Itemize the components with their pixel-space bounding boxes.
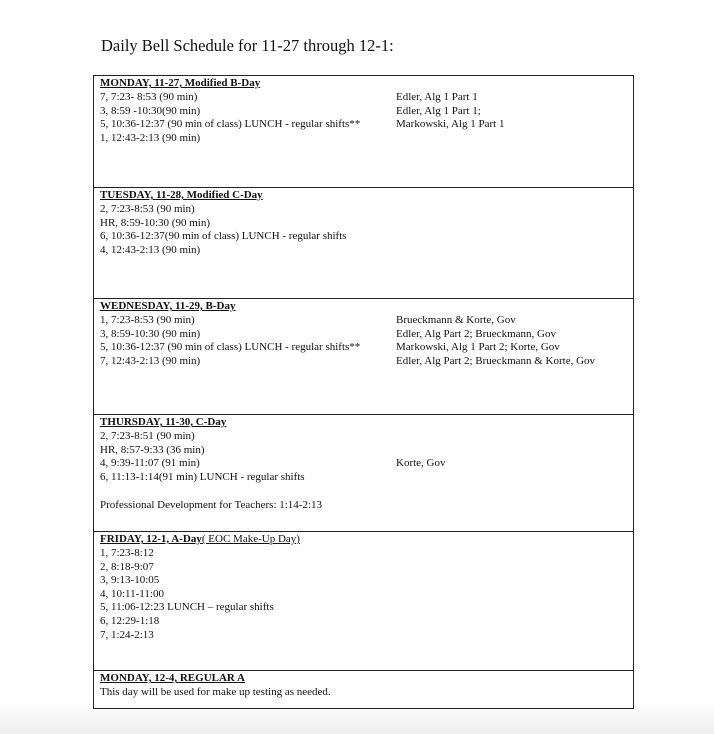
period-line: 7, 1:24-2:13: [100, 628, 154, 641]
period-line: 6, 10:36-12:37(90 min of class) LUNCH - regular shifts: [100, 230, 347, 243]
page-title: Daily Bell Schedule for 11-27 through 12-1:: [101, 36, 394, 55]
teacher-line: [396, 471, 446, 485]
day-block-monday-11-27: [94, 76, 633, 188]
teacher-line: Edler, Alg Part 2; Brueckmann, Gov: [396, 327, 556, 340]
teacher-line: Edler, Alg Part 2; Brueckmann & Korte, Gov: [396, 354, 596, 367]
teacher-line: Brueckmann & Korte, Gov: [396, 314, 516, 326]
teacher-list: [396, 430, 446, 484]
period-line: 5, 10:36-12:37 (90 min of class) LUNCH - regular shifts**: [100, 341, 361, 354]
period-line: 4, 10:11-11:00: [100, 587, 164, 600]
day-block-wednesday-11-29: [94, 299, 633, 415]
period-list: [100, 686, 331, 700]
period-line: 4, 12:43-2:13 (90 min): [100, 243, 201, 256]
period-list: [100, 91, 360, 145]
teacher-line: Edler, Alg 1 Part 1;: [396, 104, 481, 117]
period-line: 6, 12:29-1:18: [100, 614, 160, 627]
day-title: MONDAY, 11-27, Modified B-Day: [100, 77, 261, 89]
teacher-line: Markowski, Alg 1 Part 2; Korte, Gov: [396, 341, 560, 354]
day-block-thursday-11-30: [94, 415, 633, 532]
period-line: 6, 11:13-1:14(91 min) LUNCH - regular shifts: [100, 470, 305, 483]
period-line: 3, 8:59 -10:30(90 min): [100, 104, 201, 117]
period-line: HR, 8:57-9:33 (36 min): [100, 443, 205, 456]
day-header: [100, 77, 260, 91]
day-block-friday-12-1: [94, 532, 633, 671]
day-header: [100, 189, 263, 203]
teacher-line: Edler, Alg 1 Part 1: [396, 91, 478, 103]
period-list: [100, 430, 305, 484]
day-title: FRIDAY, 12-1, A-Day: [100, 533, 202, 545]
period-line: 2, 8:18-9:07: [100, 560, 154, 573]
day-title: THURSDAY, 11-30, C-Day: [100, 416, 227, 428]
day-note: ( EOC Make-Up Day): [201, 533, 300, 545]
teacher-line: [396, 430, 446, 444]
period-line: HR, 8:59-10:30 (90 min): [100, 216, 210, 229]
period-line: 3, 9:13-10:05: [100, 574, 160, 587]
period-line: 5, 11:06-12:23 LUNCH – regular shifts: [100, 601, 274, 614]
period-line: 1, 7:23-8:12: [100, 547, 154, 559]
period-list: [100, 547, 274, 642]
period-line: 1, 12:43-2:13 (90 min): [100, 131, 201, 144]
schedule-table: [93, 75, 634, 709]
period-line: 7, 12:43-2:13 (90 min): [100, 354, 201, 367]
teacher-line: [396, 132, 504, 146]
period-line: 5, 10:36-12:37 (90 min of class) LUNCH - regular shifts**: [100, 118, 361, 131]
day-block-monday-12-4: [94, 671, 633, 708]
teacher-line: Korte, Gov: [396, 457, 446, 470]
teacher-list: [396, 314, 595, 368]
period-list: [100, 203, 347, 257]
teacher-line: Markowski, Alg 1 Part 1: [396, 118, 505, 131]
day-header: [100, 672, 245, 686]
pd-note: Professional Development for Teachers: 1:14-2:13: [100, 499, 323, 511]
period-line: 2, 7:23-8:51 (90 min): [100, 430, 195, 442]
day-header: [100, 533, 300, 547]
teacher-line: [396, 444, 446, 458]
day-header: [100, 300, 236, 314]
teacher-list: [396, 91, 504, 145]
testing-note: This day will be used for make up testing as needed.: [100, 686, 331, 698]
day-title: WEDNESDAY, 11-29, B-Day: [100, 300, 236, 312]
day-title: TUESDAY, 11-28, Modified C-Day: [100, 189, 263, 201]
period-line: 7, 7:23- 8:53 (90 min): [100, 91, 198, 103]
period-list: [100, 314, 360, 368]
period-line: 2, 7:23-8:53 (90 min): [100, 203, 195, 215]
period-line: 1, 7:23-8:53 (90 min): [100, 314, 195, 326]
period-line: 4, 9:39-11:07 (91 min): [100, 457, 200, 470]
day-header: [100, 416, 226, 430]
day-block-tuesday-11-28: [94, 188, 633, 299]
day-title: MONDAY, 12-4, REGULAR A: [100, 672, 245, 684]
period-line: 3, 8:59-10:30 (90 min): [100, 327, 201, 340]
